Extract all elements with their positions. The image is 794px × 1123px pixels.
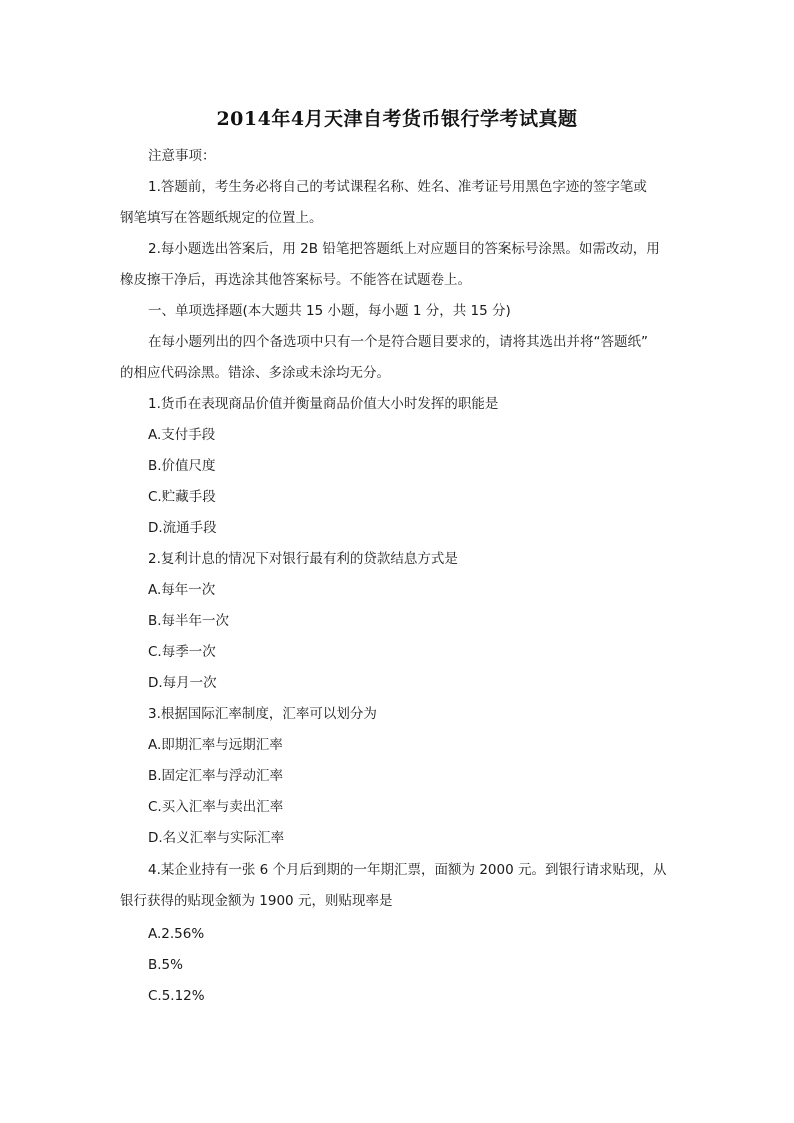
question-4-option-b: B.5% — [148, 957, 183, 973]
notice-item-2-line-2: 橡皮擦干净后，再选涂其他答案标号。不能答在试题卷上。 — [120, 272, 471, 288]
question-3-option-d: D.名义汇率与实际汇率 — [148, 830, 285, 846]
question-3-option-b: B.固定汇率与浮动汇率 — [148, 768, 284, 784]
question-3-option-c: C.买入汇率与卖出汇率 — [148, 799, 284, 815]
page-title: 2014年4月天津自考货币银行学考试真题 — [216, 108, 578, 130]
question-4-stem-line-2: 银行获得的贴现金额为 1900 元，则贴现率是 — [120, 893, 393, 909]
question-4-stem-line-1: 4.某企业持有一张 6 个月后到期的一年期汇票，面额为 2000 元。到银行请求贴现，从 — [148, 862, 667, 878]
notice-heading: 注意事项： — [148, 148, 216, 164]
section-instruction-line-2: 的相应代码涂黑。错涂、多涂或未涂均无分。 — [120, 365, 390, 381]
question-1-stem: 1.货币在表现商品价值并衡量商品价值大小时发挥的职能是 — [148, 396, 499, 412]
question-2-option-a: A.每年一次 — [148, 582, 216, 598]
question-2-stem: 2.复利计息的情况下对银行最有利的贷款结息方式是 — [148, 551, 458, 567]
question-1-option-c: C.贮藏手段 — [148, 489, 216, 505]
notice-item-1-line-2: 钢笔填写在答题纸规定的位置上。 — [120, 210, 323, 226]
notice-item-1-line-1: 1.答题前，考生务必将自己的考试课程名称、姓名、准考证号用黑色字迹的签字笔或 — [148, 179, 647, 195]
question-2-option-c: C.每季一次 — [148, 644, 216, 660]
section-instruction-line-1: 在每小题列出的四个备选项中只有一个是符合题目要求的，请将其选出并将“答题纸” — [148, 334, 648, 350]
question-3-option-a: A.即期汇率与远期汇率 — [148, 737, 283, 753]
section-heading: 一、单项选择题(本大题共 15 小题，每小题 1 分，共 15 分) — [148, 303, 511, 319]
question-1-option-a: A.支付手段 — [148, 427, 216, 443]
question-1-option-d: D.流通手段 — [148, 520, 217, 536]
notice-item-2-line-1: 2.每小题选出答案后，用 2B 铅笔把答题纸上对应题目的答案标号涂黑。如需改动，用 — [148, 241, 660, 257]
question-4-option-a: A.2.56% — [148, 926, 205, 942]
question-1-option-b: B.价值尺度 — [148, 458, 216, 474]
question-2-option-b: B.每半年一次 — [148, 613, 230, 629]
question-4-option-c: C.5.12% — [148, 988, 205, 1004]
question-2-option-d: D.每月一次 — [148, 675, 217, 691]
question-3-stem: 3.根据国际汇率制度，汇率可以划分为 — [148, 706, 377, 722]
